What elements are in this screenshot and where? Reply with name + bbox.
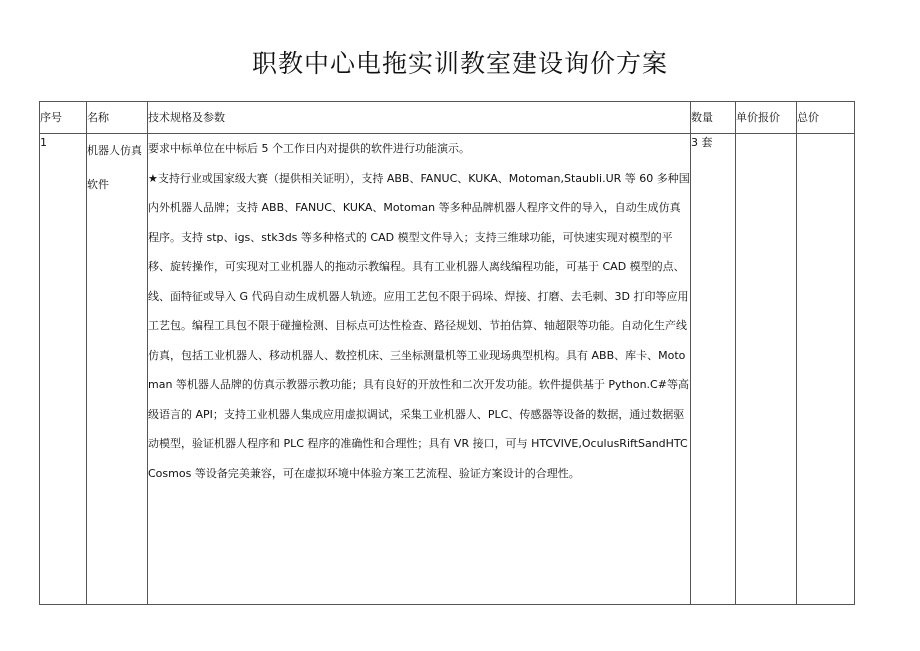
header-unit-price: 单价报价 [736,102,797,134]
cell-unit-price [736,134,797,605]
table-row [40,134,855,605]
header-quantity: 数量 [691,102,736,134]
spec-intro: 要求中标单位在中标后 5 个工作日内对提供的软件进行功能演示。 [148,142,470,155]
cell-total [797,134,855,605]
cell-quantity: 3 套 [691,134,736,605]
cell-spec [148,134,691,605]
header-spec: 技术规格及参数 [148,102,691,134]
header-total: 总价 [797,102,855,134]
quotation-table [39,101,855,605]
header-index: 序号 [40,102,87,134]
table-header-row [40,102,855,134]
header-name: 名称 [87,102,148,134]
spec-body: ★支持行业或国家级大赛（提供相关证明），支持 ABB、FANUC、KUKA、Motoman,Staubli.UR 等 60 多种国内外机器人品牌；支持 ABB、FANUC、KUKA、Motoman 等多种品牌机器人程序文件的导入，自动生成仿真程序。支持 stp、igs、stk3ds 等多种格式的 CAD 模型文件导入；支持三维球功能，可快速实现对模型的平移、旋转操作，可实现对工业机器人的拖动示教编程。具有工业机器人离线编程功能，可基于 CAD 模型的点、线、面特征或导入 G 代码自动生成机器人轨迹。应用工艺包不限于码垛、焊接、打磨、去毛刺、3D 打印等应用工艺包。编程工具包不限于碰撞检测、目标点可达性检查、路径规划、节拍估算、轴超限等功能。自动化生产线仿真，包括工业机器人、移动机器人、数控机床、三坐标测量机等工业现场典型机构。具有 ABB、库卡、Motoman 等机器人品牌的仿真示教器示教功能；具有良好的开放性和二次开发功能。软件提供基于 Python.C#等高级语言的 API；支持工业机器人集成应用虚拟调试，采集工业机器人、PLC、传感器等设备的数据，通过数据驱动模型，验证机器人程序和 PLC 程序的准确性和合理性；具有 VR 接口，可与 HTCVIVE,OculusRiftSandHTCCosmos 等设备完美兼容，可在虚拟环境中体验方案工艺流程、验证方案设计的合理性。 [148,171,690,480]
cell-name: 机器人仿真软件 [87,134,148,605]
cell-index: 1 [40,134,87,605]
document-title: 职教中心电拖实训教室建设询价方案 [251,49,668,78]
